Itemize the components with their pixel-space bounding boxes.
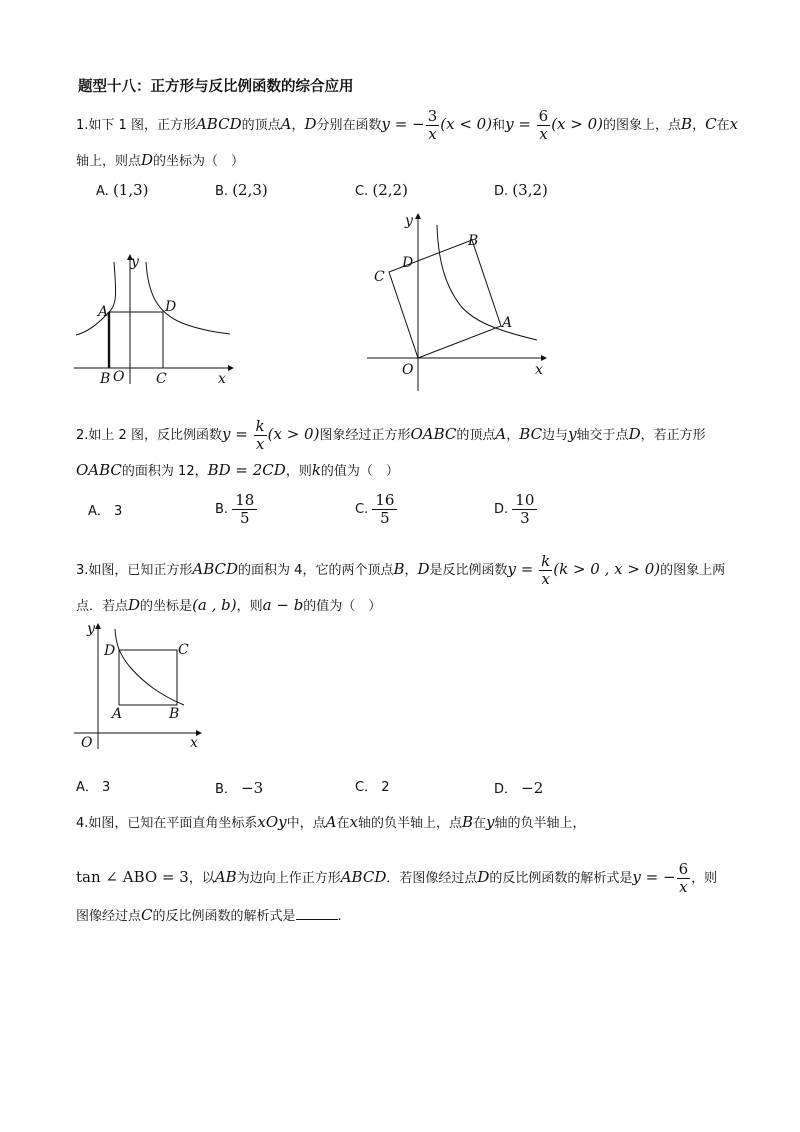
option-key: B.	[215, 184, 229, 199]
label-b: B	[468, 233, 479, 249]
q2-text: 的面积为 12，	[121, 464, 208, 479]
q1-fraction-1	[426, 108, 440, 143]
label-a: A	[112, 706, 123, 722]
curve-right	[146, 262, 230, 334]
label-y: y	[405, 213, 413, 229]
q1-text: 和	[492, 118, 506, 133]
fraction-numerator: 10	[512, 492, 537, 510]
option-value: −2	[521, 779, 544, 797]
y-axis-arrow	[95, 623, 101, 629]
option-value: 3	[114, 504, 123, 519]
q4-text: 在	[336, 816, 350, 831]
label-a: A	[98, 304, 109, 320]
q3-text: 是反比例函数	[429, 563, 508, 578]
label-d: D	[104, 643, 116, 659]
q3-text: 的图象上两	[660, 563, 726, 578]
q3-text: 3.如图，已知正方形	[76, 563, 193, 578]
q4-text: 为边向上作正方形	[236, 871, 341, 886]
q3-math: D	[128, 596, 141, 614]
q3-text: 的值为（ ）	[303, 599, 382, 614]
q1-math: y	[505, 115, 514, 133]
q2-text: 图象经过正方形	[319, 428, 411, 443]
q2-option-c[interactable]	[355, 492, 397, 527]
q3-math: =	[516, 560, 539, 578]
q2-text: 的值为（ ）	[320, 464, 399, 479]
question-3-line-1	[76, 553, 725, 588]
fraction-denominator: x	[539, 125, 548, 143]
q2-math: y	[568, 425, 577, 443]
q2-text: 边与	[542, 428, 569, 443]
fraction-denominator: x	[255, 435, 265, 453]
q1-text: 1.如下 1 图，正方形	[76, 118, 196, 133]
q4-text: ．若图像经过点	[386, 871, 478, 886]
curve	[437, 225, 537, 340]
q4-math: C	[141, 906, 153, 924]
figure-1	[70, 250, 240, 390]
label-b: B	[169, 706, 180, 722]
question-4-line-2	[76, 861, 717, 896]
q1-math: D	[141, 151, 154, 169]
q2-text: 的顶点	[456, 428, 496, 443]
option-key: D.	[494, 184, 509, 199]
q1-text: ，	[692, 118, 706, 133]
question-3-line-2	[76, 596, 381, 616]
q4-math: xOy	[257, 813, 287, 831]
q3-text: 的面积为 4，它的两个顶点	[238, 563, 394, 578]
option-value: (3,2)	[512, 181, 548, 199]
label-d: D	[402, 255, 414, 271]
option-key: B．	[215, 782, 237, 797]
answer-blank[interactable]	[296, 907, 338, 920]
q1-option-a[interactable]	[96, 181, 149, 201]
q4-math: tan ∠ ABO = 3	[76, 868, 189, 886]
q1-text: 的顶点	[241, 118, 281, 133]
question-1-line-2	[76, 151, 244, 171]
fraction-denominator: x	[541, 570, 550, 588]
q3-option-b[interactable]	[215, 779, 263, 799]
fraction-numerator: k	[255, 417, 265, 435]
fraction-denominator: 3	[520, 509, 530, 527]
label-o: O	[402, 362, 414, 378]
label-b: B	[100, 371, 111, 387]
q4-text: 4.如图，已知在平面直角坐标系	[76, 816, 258, 831]
q3-text: ，则	[236, 599, 263, 614]
q4-math: D	[477, 868, 490, 886]
option-fraction	[372, 492, 397, 527]
option-key: B.	[215, 502, 229, 517]
label-c: C	[178, 642, 189, 658]
fraction-numerator: 18	[232, 492, 257, 510]
q2-option-b[interactable]	[215, 492, 257, 527]
q4-math: y	[486, 813, 495, 831]
label-c: C	[374, 269, 385, 285]
q3-option-a[interactable]	[76, 779, 110, 797]
q2-math: OABC	[76, 461, 122, 479]
curve	[115, 629, 184, 705]
q3-math: (k > 0 , x > 0)	[553, 560, 661, 578]
y-axis-arrow	[415, 213, 421, 219]
q3-math: ABCD	[192, 560, 239, 578]
fraction-numerator: 16	[372, 492, 397, 510]
square-abcd	[109, 312, 163, 368]
q4-math: ABCD	[340, 868, 387, 886]
option-key: C.	[355, 502, 369, 517]
label-x: x	[190, 735, 198, 751]
q2-math: A	[495, 425, 507, 443]
q1-text: 的坐标为（ ）	[153, 154, 245, 169]
label-y: y	[87, 621, 95, 637]
q1-option-d[interactable]	[494, 181, 548, 201]
q4-text: 的反比例函数的解析式是	[152, 909, 296, 924]
q1-math: x	[729, 115, 739, 133]
q2-math: (x > 0)	[267, 425, 320, 443]
q1-math: (x > 0)	[551, 115, 604, 133]
fraction-numerator: 3	[427, 107, 438, 125]
option-value: 2	[381, 780, 390, 795]
q1-text: 在	[716, 118, 730, 133]
q1-text: 轴上，则点	[76, 154, 142, 169]
q1-text: 分别在函数	[316, 118, 382, 133]
question-2-line-1	[76, 418, 706, 453]
option-key: A.	[96, 184, 109, 199]
q1-math: =	[513, 115, 536, 133]
q4-text: .	[337, 909, 342, 924]
label-d: D	[165, 299, 177, 315]
q1-option-b[interactable]	[215, 181, 268, 201]
q2-fraction	[254, 418, 267, 453]
option-value: (2,3)	[232, 181, 268, 199]
q4-text: 图像经过点	[76, 909, 142, 924]
q1-text: 的图象上，点	[603, 118, 682, 133]
fraction-numerator: 6	[538, 107, 549, 125]
q2-text: ，	[506, 428, 520, 443]
q1-math: y	[381, 115, 390, 133]
q2-math: k	[311, 461, 321, 479]
q1-math: B	[681, 115, 693, 133]
q4-text: ，则	[691, 871, 718, 886]
question-2-line-2	[76, 461, 399, 481]
label-y: y	[131, 254, 139, 270]
q3-text: 的坐标是	[140, 599, 193, 614]
q1-option-c[interactable]	[355, 181, 408, 201]
q1-math: A	[280, 115, 292, 133]
q4-text: 的反比例函数的解析式是	[489, 871, 633, 886]
question-4-line-3	[76, 906, 342, 926]
q2-option-d[interactable]	[494, 492, 537, 527]
q3-option-d[interactable]	[494, 779, 543, 799]
x-axis-arrow	[228, 365, 234, 371]
q2-text: 2.如上 2 图，反比例函数	[76, 428, 222, 443]
label-x: x	[535, 362, 543, 378]
option-fraction	[512, 492, 537, 527]
figure-2	[365, 205, 555, 395]
option-value: (2,2)	[372, 181, 408, 199]
fraction-denominator: x	[428, 125, 437, 143]
q2-text: 轴交于点	[576, 428, 629, 443]
q4-math: B	[462, 813, 474, 831]
q4-text: 中，点	[286, 816, 326, 831]
x-axis-arrow	[541, 355, 547, 361]
q2-math: OABC	[410, 425, 457, 443]
q4-math: AB	[214, 868, 237, 886]
option-key: A．	[88, 504, 110, 519]
q4-math: y = −	[632, 868, 676, 886]
fraction-denominator: 5	[239, 509, 250, 527]
q4-text: 在	[473, 816, 487, 831]
section-title: 题型十八：正方形与反比例函数的综合应用	[78, 79, 354, 95]
question-1-line-1	[76, 108, 738, 143]
q3-text: 点．若点	[76, 599, 129, 614]
q4-text: ，以	[188, 871, 215, 886]
q1-math: = −	[390, 115, 425, 133]
q1-math: D	[304, 115, 317, 133]
option-value: (1,3)	[112, 181, 149, 199]
option-value: 3	[102, 780, 111, 795]
label-o: O	[81, 735, 93, 751]
label-o: O	[113, 369, 125, 385]
q2-math: BC	[519, 425, 543, 443]
q4-math: x	[349, 813, 358, 831]
option-fraction	[232, 492, 257, 527]
fraction-denominator: 5	[380, 509, 390, 527]
q2-option-a[interactable]	[88, 503, 122, 521]
q1-text: ，	[291, 118, 305, 133]
q4-math: A	[325, 813, 337, 831]
label-c: C	[156, 371, 167, 387]
square-abcd	[119, 650, 177, 705]
q2-math: BD = 2CD	[207, 461, 286, 479]
q3-math: a − b	[262, 596, 304, 614]
option-key: D.	[494, 502, 509, 517]
q2-math: D	[628, 425, 641, 443]
q1-math: (x < 0)	[440, 115, 493, 133]
fraction-denominator: x	[679, 878, 688, 896]
q3-option-c[interactable]	[355, 779, 390, 797]
q3-math: y	[507, 560, 517, 578]
q1-fraction-2	[537, 108, 551, 143]
q2-text: ，若正方形	[640, 428, 706, 443]
q4-fraction	[677, 861, 691, 896]
option-key: A．	[76, 780, 98, 795]
q3-math: D	[417, 560, 430, 578]
option-value: −3	[241, 779, 264, 797]
q2-text: ，则	[285, 464, 312, 479]
label-a: A	[502, 315, 513, 331]
q2-math: =	[230, 425, 253, 443]
figure-3	[72, 617, 212, 752]
q3-fraction	[539, 553, 552, 588]
question-4-line-1	[76, 813, 586, 833]
q4-text: 轴的负半轴上，点	[357, 816, 462, 831]
fraction-numerator: 6	[678, 860, 689, 878]
option-key: C．	[355, 780, 378, 795]
q3-math: B	[393, 560, 405, 578]
q2-math: y	[221, 425, 231, 443]
label-x: x	[218, 371, 226, 387]
q1-math: C	[705, 115, 717, 133]
q4-text: 轴的负半轴上，	[494, 816, 586, 831]
fraction-numerator: k	[541, 552, 551, 570]
option-key: D．	[494, 782, 518, 797]
q3-math: (a , b)	[192, 596, 237, 614]
q3-text: ，	[404, 563, 418, 578]
option-key: C.	[355, 184, 369, 199]
q1-math: ABCD	[195, 115, 242, 133]
